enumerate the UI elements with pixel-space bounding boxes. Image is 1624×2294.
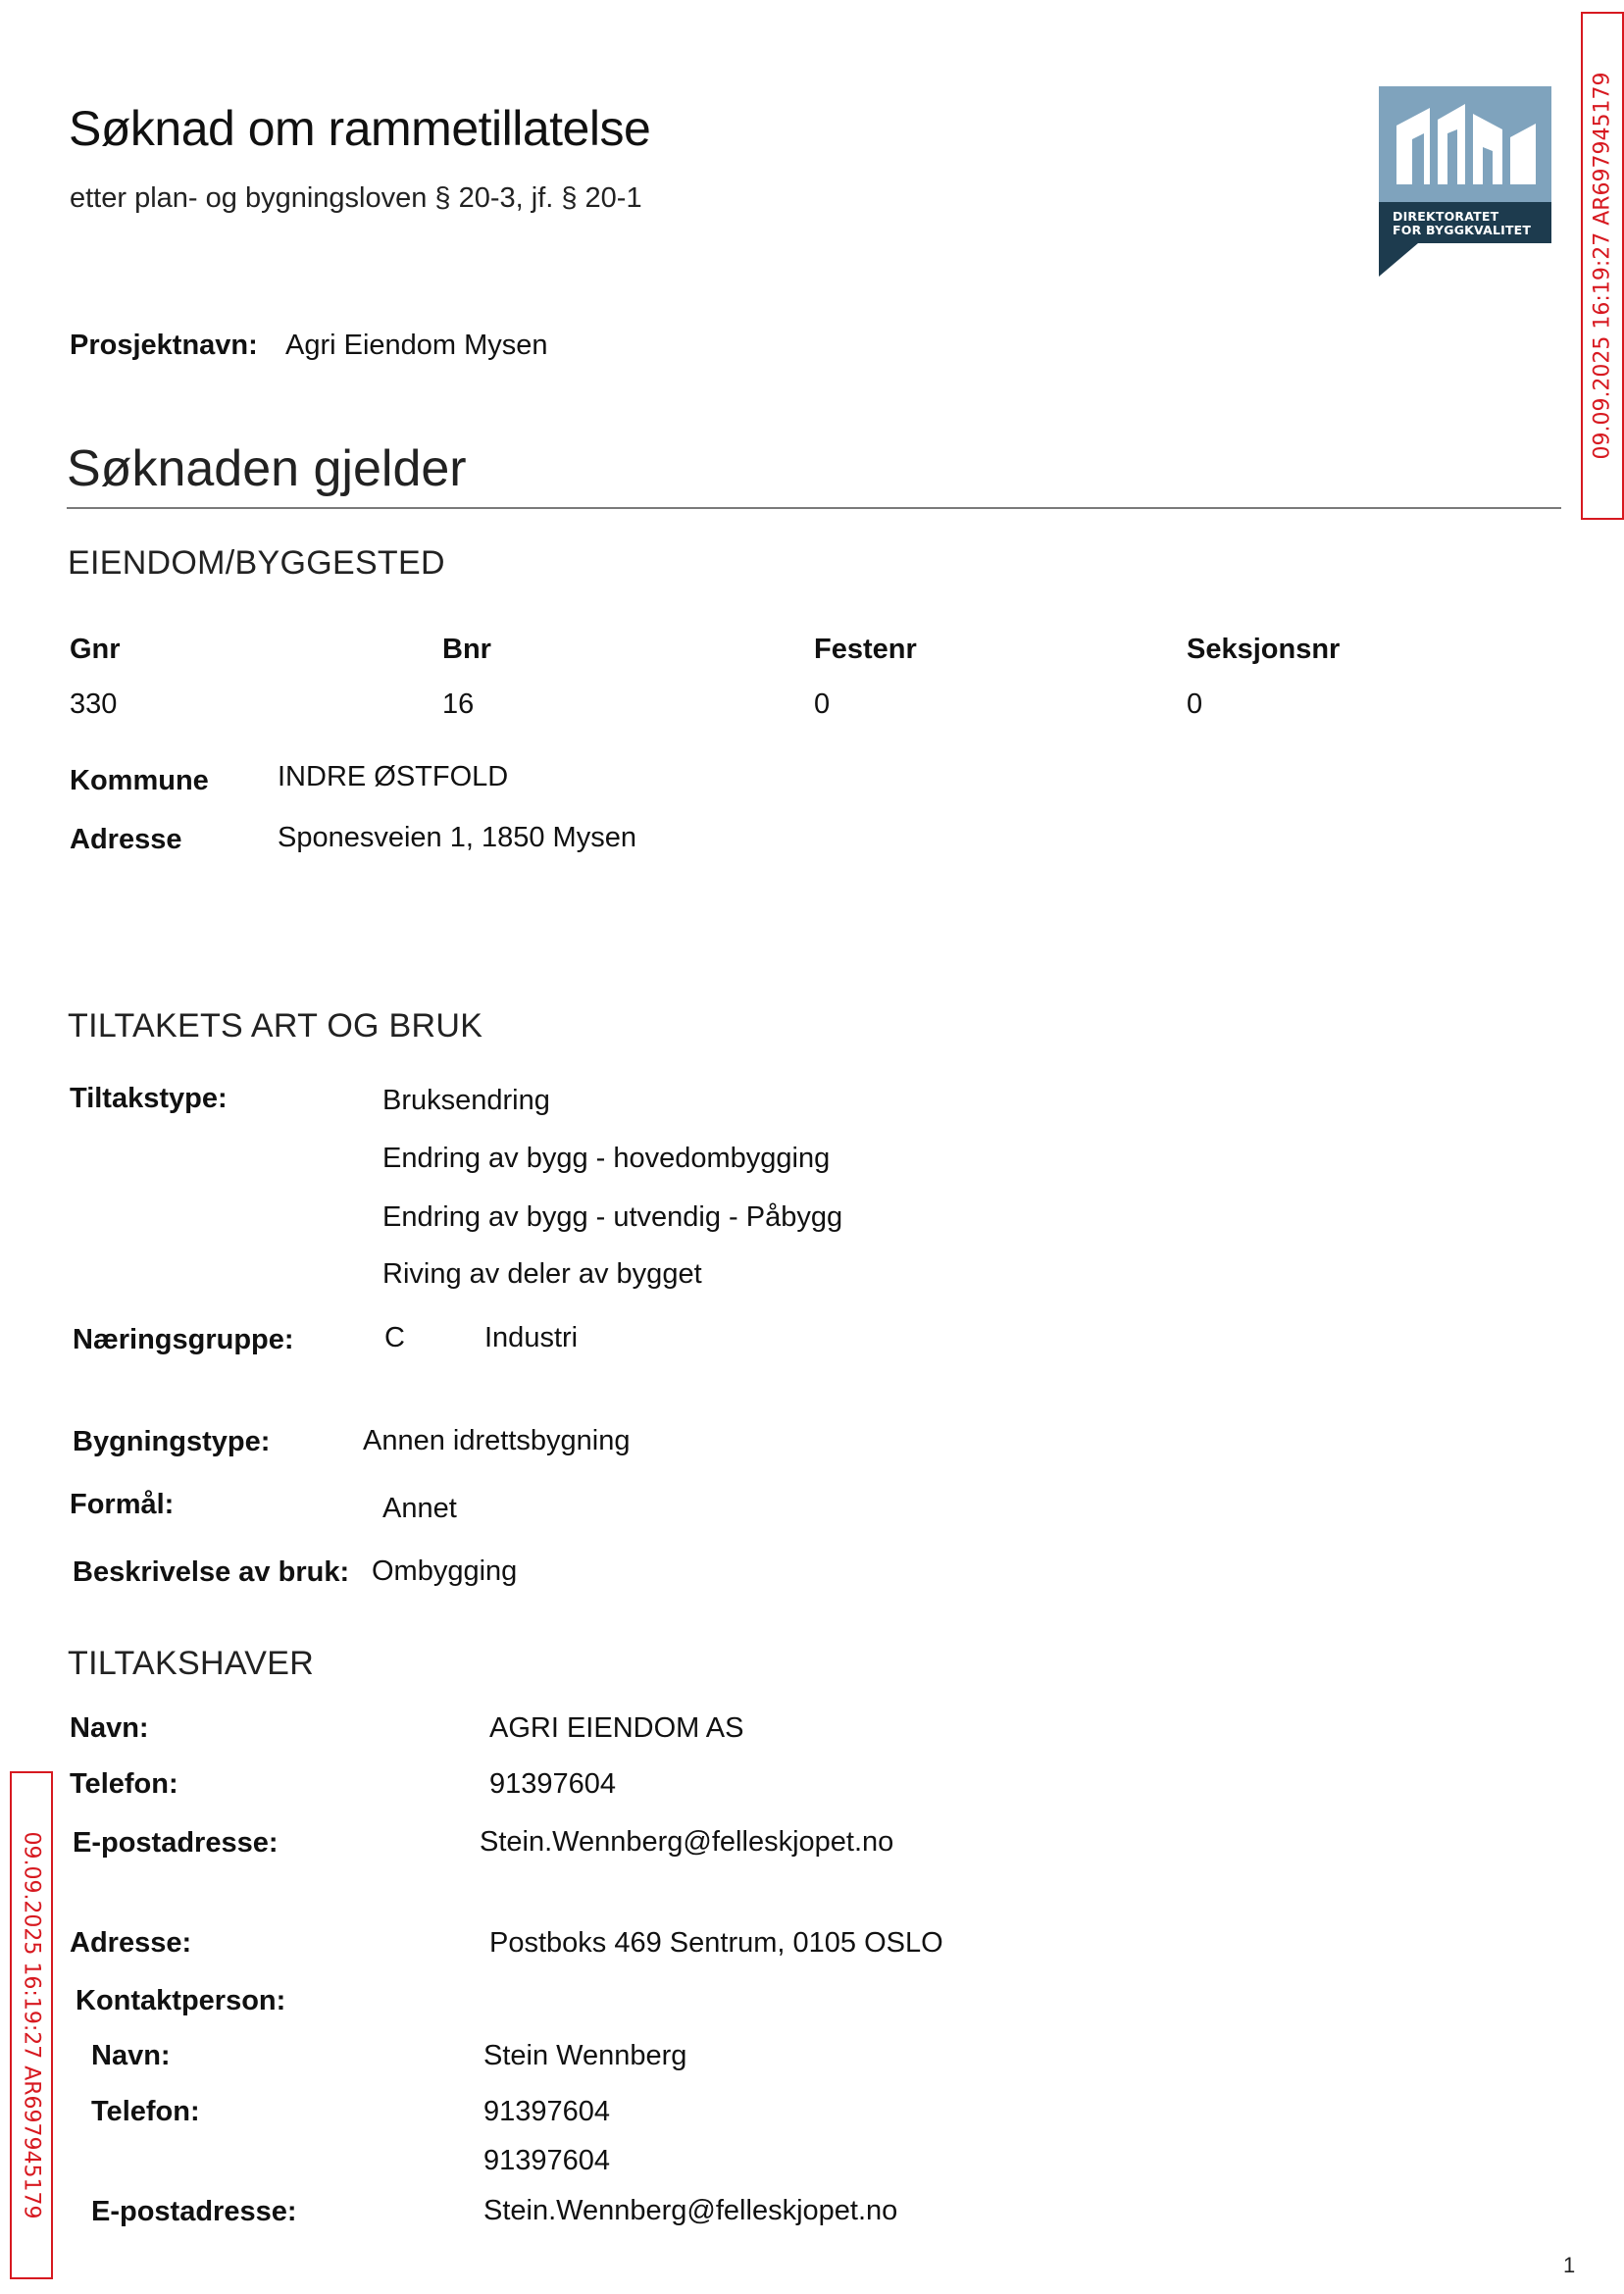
tiltakshaver-telefon-value: 91397604: [489, 1768, 617, 1800]
kontakt-epost-value: Stein.Wennberg@felleskjopet.no: [483, 2195, 898, 2226]
naeringsgruppe-label: Næringsgruppe:: [73, 1324, 294, 1355]
festenr-value: 0: [814, 688, 831, 720]
logo-text-line-2: FOR BYGGKVALITET: [1393, 223, 1532, 237]
section-divider: [67, 507, 1561, 509]
archive-stamp-left: [10, 1771, 53, 2279]
naeringsgruppe-value: Industri: [484, 1322, 579, 1353]
building-icon: [1379, 86, 1551, 202]
formaal-value: Annet: [382, 1493, 457, 1524]
tiltakshaver-adresse-value: Postboks 469 Sentrum, 0105 OSLO: [489, 1927, 943, 1959]
tiltakshaver-telefon-label: Telefon:: [70, 1768, 178, 1800]
tiltakshaver-navn-value: AGRI EIENDOM AS: [489, 1712, 744, 1744]
archive-stamp-right-text: 09.09.2025 16:19:27 AR697945179: [1590, 72, 1615, 460]
beskrivelse-label: Beskrivelse av bruk:: [73, 1556, 350, 1588]
beskrivelse-value: Ombygging: [372, 1555, 518, 1587]
kontakt-navn-label: Navn:: [91, 2040, 171, 2071]
document-subtitle: etter plan- og bygningsloven § 20-3, jf. § 20-1: [70, 182, 642, 214]
gnr-label: Gnr: [70, 634, 121, 665]
adresse-label: Adresse: [70, 824, 182, 855]
kommune-value: INDRE ØSTFOLD: [278, 761, 509, 792]
page-number: 1: [1563, 2253, 1576, 2277]
archive-stamp-right: [1581, 12, 1624, 520]
kontakt-telefon-value: 91397604: [483, 2096, 611, 2127]
property-heading: EIENDOM/BYGGESTED: [68, 544, 445, 582]
tiltakshaver-heading: TILTAKSHAVER: [68, 1645, 315, 1682]
naeringsgruppe-code: C: [384, 1322, 405, 1353]
project-name-value: Agri Eiendom Mysen: [285, 330, 548, 361]
tiltakstype-item: Endring av bygg - utvendig - Påbygg: [382, 1201, 843, 1233]
section-title: Søknaden gjelder: [67, 440, 467, 497]
seksjonsnr-label: Seksjonsnr: [1187, 634, 1341, 665]
archive-stamp-left-text: 09.09.2025 16:19:27 AR697945179: [19, 1831, 44, 2219]
tiltakshaver-epost-label: E-postadresse:: [73, 1827, 279, 1859]
logo-flag: [1379, 243, 1418, 277]
dibk-logo: [1379, 86, 1551, 277]
logo-text-line-1: DIREKTORATET: [1393, 209, 1499, 224]
logo-text: [1393, 210, 1531, 237]
tiltak-heading: TILTAKETS ART OG BRUK: [68, 1007, 483, 1045]
tiltakstype-label: Tiltakstype:: [70, 1083, 228, 1114]
tiltakshaver-adresse-label: Adresse:: [70, 1927, 192, 1959]
tiltakstype-item: Endring av bygg - hovedombygging: [382, 1143, 831, 1174]
bygningstype-label: Bygningstype:: [73, 1426, 271, 1457]
bygningstype-value: Annen idrettsbygning: [363, 1425, 631, 1456]
adresse-value: Sponesveien 1, 1850 Mysen: [278, 822, 636, 853]
document-title: Søknad om rammetillatelse: [69, 101, 651, 156]
tiltakstype-item: Bruksendring: [382, 1085, 550, 1116]
kontakt-navn-value: Stein Wennberg: [483, 2040, 687, 2071]
kontakt-telefon-value-2: 91397604: [483, 2145, 611, 2176]
kontakt-telefon-label: Telefon:: [91, 2096, 200, 2127]
kommune-label: Kommune: [70, 765, 209, 796]
bnr-value: 16: [442, 688, 475, 720]
tiltakshaver-epost-value: Stein.Wennberg@felleskjopet.no: [480, 1826, 894, 1858]
seksjonsnr-value: 0: [1187, 688, 1203, 720]
gnr-value: 330: [70, 688, 118, 720]
tiltakstype-item: Riving av deler av bygget: [382, 1258, 702, 1290]
project-name-label: Prosjektnavn:: [70, 330, 258, 361]
logo-mark: [1379, 86, 1551, 202]
kontakt-epost-label: E-postadresse:: [91, 2196, 297, 2227]
festenr-label: Festenr: [814, 634, 917, 665]
tiltakshaver-navn-label: Navn:: [70, 1712, 149, 1744]
kontaktperson-label: Kontaktperson:: [76, 1985, 286, 2016]
bnr-label: Bnr: [442, 634, 491, 665]
formaal-label: Formål:: [70, 1489, 175, 1520]
